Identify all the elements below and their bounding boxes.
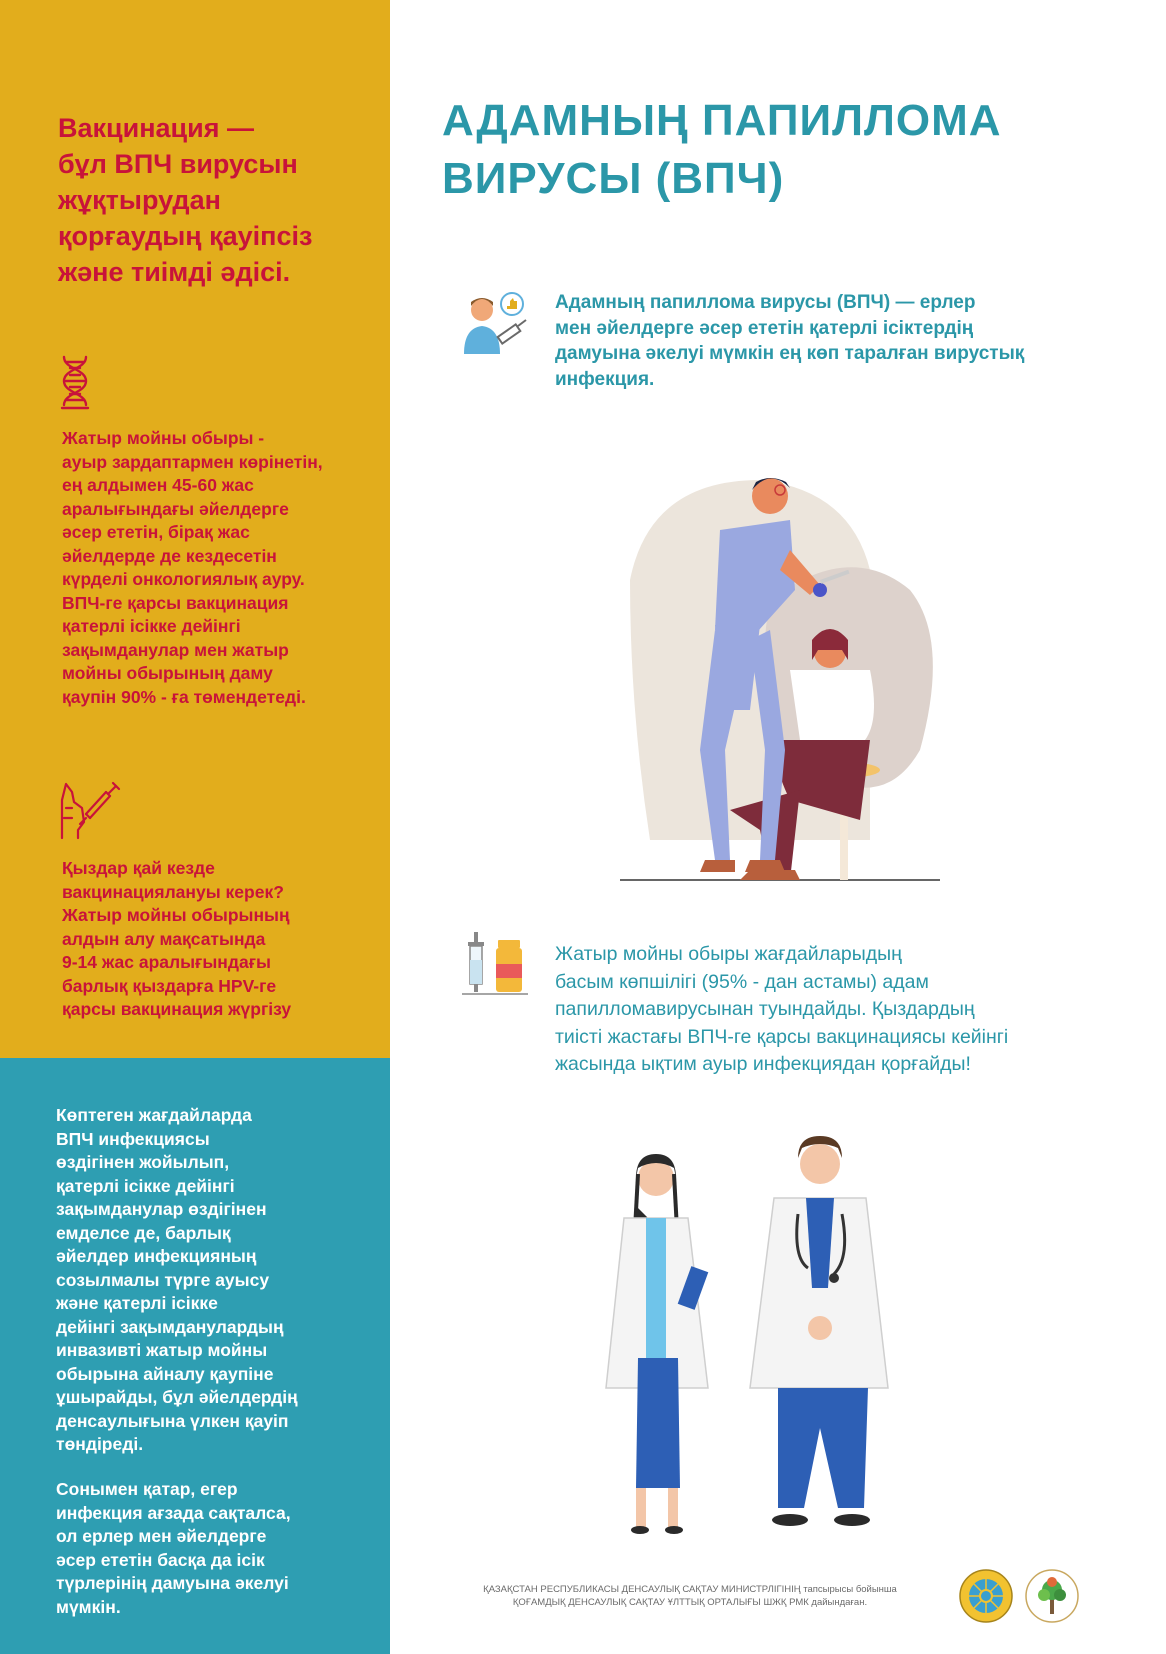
vaccination-illustration (620, 460, 980, 890)
page-title: АДАМНЫҢ ПАПИЛЛОМА ВИРУСЫ (ВПЧ) (442, 96, 1002, 203)
when-vaccinate-paragraph: Қыздар қай кезде вакцинациялануы керек? Жатыр мойны обырының алдын алу мақсатында 9-14 жас аралығындағы барлық қыздарға HPV-ге қарсы вакцинация жүргізу (62, 858, 292, 1019)
hpv-definition: Адамның папиллома вирусы (ВПЧ) — ерлер мен әйелдерге әсер ететін қатерлі ісіктердің дамуына әкелуі мүмкін ең көп таралған вирустық инфекция. (555, 292, 1025, 390)
dna-icon (60, 355, 90, 411)
vaccination-benefit: Жатыр мойны обыры жағдайларыдың басым көпшілігі (95% - дан астамы) адам папилломавирусынан туындайды. Қыздардың тиісті жастағы ВПЧ-ге қарсы вакцинациясы кейінгі жасында ықтим ауыр инфекциядан қорғайды! (555, 943, 1009, 1075)
footer-credits: ҚАЗАҚСТАН РЕСПУБЛИКАСЫ ДЕНСАУЛЫҚ САҚТАУ МИНИСТРЛІГІНІҢ тапсырысы бойынша ҚОҒАМДЫҚ ДЕНСАУЛЫҚ САҚТАУ ҰЛТТЫҚ ОРТАЛЫҒЫ ШЖҚ РМК дайындаған. (483, 1584, 897, 1608)
vaccination-icon (58, 778, 122, 840)
infection-risk-paragraph: Көптеген жағдайларда ВПЧ инфекциясы өздігінен жойылып, қатерлі ісікке дейінгі зақымданулар өздігінен емделсе де, барлық әйелдер инфекцияның созылмалы түрге ауысу және қатерлі ісікке дейінгі зақымданулардың инвазивті жатыр мойны обырына айналу қаупіне ұшырайды, бұл әйелдердің денсаулығына үлкен қауіп төндіреді. (56, 1105, 298, 1454)
cervical-cancer-paragraph: Жатыр мойны обыры - ауыр зардаптармен көрінетін, ең алдымен 45-60 жас аралығындағы әйелдерге әсер ететін, бірақ жас әйелдерде де кездесетін күрделі онкологиялық ауру. ВПЧ-ге қарсы вакцинация қатерлі ісікке дейінгі зақымданулар мен жатыр мойны обырының даму қаупін 90% - ға төмендетеді. (62, 428, 323, 707)
vial-icon (460, 930, 530, 996)
doctor-icon (460, 290, 530, 356)
doctors-illustration (598, 1128, 928, 1538)
other-cancers-paragraph: Сонымен қатар, егер инфекция ағзада сақталса, ол ерлер мен әйелдерге әсер ететін басқа да ісік түрлерінің дамуына әкелуі мүмкін. (56, 1479, 291, 1617)
health-center-logo-icon (1024, 1568, 1080, 1624)
state-emblem-icon (958, 1568, 1014, 1624)
lead-statement: Вакцинация — бұл ВПЧ вирусын жұқтырудан қорғаудың қауіпсіз және тиімді әдісі. (58, 113, 313, 287)
